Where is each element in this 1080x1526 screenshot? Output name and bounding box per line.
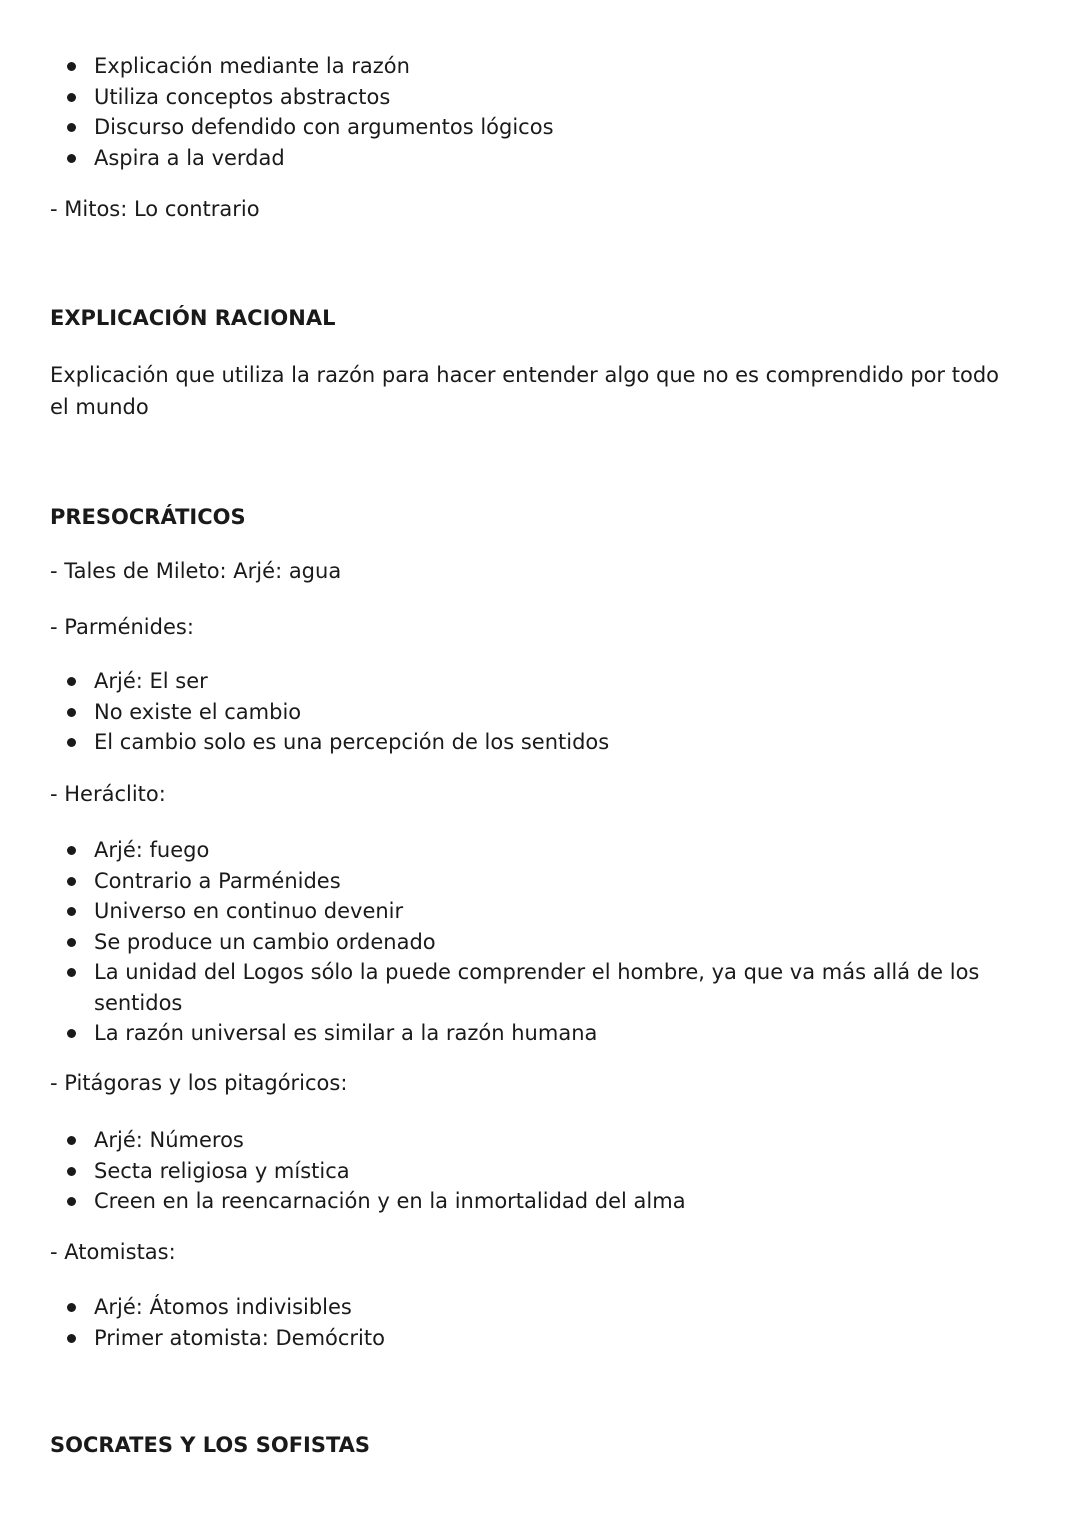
bullet-icon [67, 877, 76, 886]
list-item: Aspira a la verdad [50, 143, 1010, 174]
bullet-icon [67, 968, 76, 977]
list-item: Utiliza conceptos abstractos [50, 82, 1010, 113]
atomistas-list [50, 1292, 1010, 1353]
parmenides-label: - Parménides: [50, 615, 194, 639]
heraclito-list [50, 835, 1010, 1049]
list-item: Se produce un cambio ordenado [50, 927, 1010, 958]
pitagoras-label: - Pitágoras y los pitagóricos: [50, 1071, 348, 1095]
list-item: Contrario a Parménides [50, 866, 1010, 897]
list-item: Arjé: Números [50, 1125, 1010, 1156]
bullet-icon [67, 154, 76, 163]
section-heading-presocraticos: PRESOCRÁTICOS [50, 505, 246, 529]
section-heading-socrates: SOCRATES Y LOS SOFISTAS [50, 1433, 371, 1457]
list-item: No existe el cambio [50, 697, 1010, 728]
list-item: Arjé: fuego [50, 835, 1010, 866]
list-item: Arjé: Átomos indivisibles [50, 1292, 1010, 1323]
list-item: Secta religiosa y mística [50, 1156, 1010, 1187]
bullet-icon [67, 1334, 76, 1343]
bullet-icon [67, 1303, 76, 1312]
bullet-icon [67, 738, 76, 747]
bullet-icon [67, 1136, 76, 1145]
explicacion-racional-paragraph: Explicación que utiliza la razón para hacer entender algo que no es comprendido por todo el mundo [50, 363, 999, 419]
tales-line: - Tales de Mileto: Arjé: agua [50, 559, 342, 583]
list-item: Discurso defendido con argumentos lógicos [50, 112, 1010, 143]
heraclito-label: - Heráclito: [50, 782, 166, 806]
list-item: Creen en la reencarnación y en la inmortalidad del alma [50, 1186, 1010, 1217]
list-item: La unidad del Logos sólo la puede comprender el hombre, ya que va más allá de los sentidos [50, 957, 1010, 1018]
atomistas-label: - Atomistas: [50, 1240, 176, 1264]
mitos-line: - Mitos: Lo contrario [50, 197, 260, 221]
list-item: Explicación mediante la razón [50, 51, 1010, 82]
bullet-icon [67, 1167, 76, 1176]
bullet-icon [67, 123, 76, 132]
logos-characteristics-list [50, 51, 1010, 173]
list-item: El cambio solo es una percepción de los sentidos [50, 727, 1010, 758]
bullet-icon [67, 93, 76, 102]
bullet-icon [67, 938, 76, 947]
list-item: Universo en continuo devenir [50, 896, 1010, 927]
bullet-icon [67, 907, 76, 916]
parmenides-list [50, 666, 1010, 758]
pitagoras-list [50, 1125, 1010, 1217]
bullet-icon [67, 1029, 76, 1038]
list-item: Primer atomista: Demócrito [50, 1323, 1010, 1354]
bullet-icon [67, 62, 76, 71]
list-item: La razón universal es similar a la razón humana [50, 1018, 1010, 1049]
bullet-icon [67, 708, 76, 717]
bullet-icon [67, 677, 76, 686]
list-item: Arjé: El ser [50, 666, 1010, 697]
bullet-icon [67, 846, 76, 855]
bullet-icon [67, 1197, 76, 1206]
section-heading-explicacion-racional: EXPLICACIÓN RACIONAL [50, 306, 336, 330]
